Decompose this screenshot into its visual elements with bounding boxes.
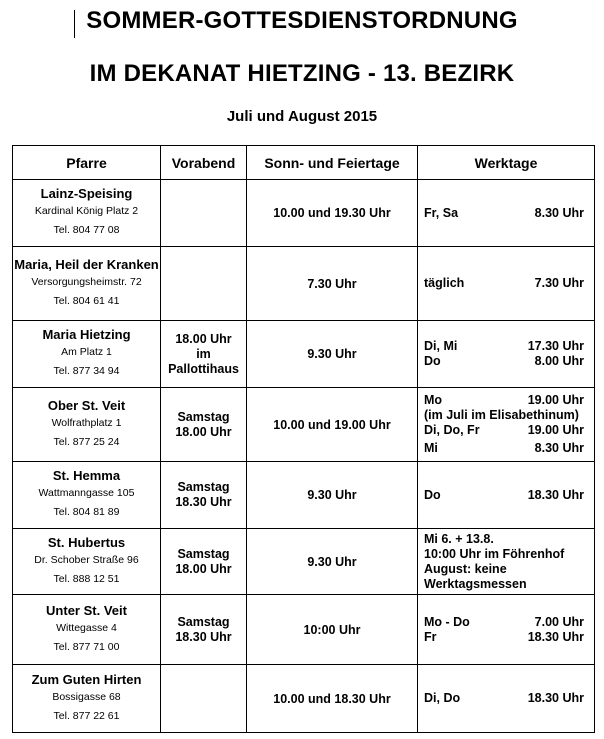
- table-row: [13, 595, 595, 665]
- cell-sonntag: 9.30 Uhr: [247, 529, 418, 595]
- werktage-day: Do: [424, 354, 441, 368]
- vorabend-line: Samstag: [177, 614, 230, 629]
- cell-vorabend: [161, 665, 247, 733]
- column-header-werktage: Werktage: [418, 146, 595, 180]
- vorabend-line: 18.00 Uhr: [175, 424, 232, 439]
- werktage-line: [424, 615, 584, 630]
- werktage-time: 19.00 Uhr: [527, 423, 584, 437]
- werktage-day: Di, Mi: [424, 339, 458, 353]
- werktage-line: [424, 276, 584, 291]
- parish-address: Wittegasse 4: [56, 621, 117, 634]
- werktage-day: Mo - Do: [424, 614, 470, 629]
- werktage-day: Di, Do: [424, 691, 461, 705]
- cell-sonntag: 7.30 Uhr: [247, 247, 418, 321]
- cell-pfarre: [13, 665, 161, 733]
- cell-pfarre: [13, 529, 161, 595]
- werktage-time: 18.30 Uhr: [527, 487, 584, 502]
- parish-name: Maria Hietzing: [42, 327, 131, 342]
- werktage-day: Fr, Sa: [424, 205, 459, 220]
- parish-phone: Tel. 804 81 89: [53, 506, 120, 518]
- cell-werktage: [418, 665, 595, 733]
- werktage-note: August: keine: [424, 561, 507, 576]
- werktage-day: Di, Do, Fr: [424, 423, 480, 437]
- cell-sonntag: 10.00 und 19.30 Uhr: [247, 180, 418, 247]
- parish-address: Versorgungsheimstr. 72: [31, 275, 142, 288]
- parish-phone: Tel. 877 25 24: [53, 435, 120, 448]
- parish-address: Wolfrathplatz 1: [51, 416, 122, 429]
- cell-pfarre: [13, 247, 161, 321]
- werktage-line: [424, 354, 584, 369]
- cell-pfarre: [13, 388, 161, 462]
- parish-phone: Tel. 804 77 08: [53, 224, 120, 236]
- werktage-time: 7.30 Uhr: [534, 276, 584, 290]
- cell-werktage: [418, 462, 595, 529]
- parish-phone: Tel. 888 12 51: [53, 572, 120, 585]
- cell-vorabend: [161, 462, 247, 529]
- werktage-time: 18.30 Uhr: [527, 629, 584, 644]
- werktage-day: Mo: [424, 393, 443, 407]
- parish-phone: Tel. 877 34 94: [53, 365, 120, 377]
- werktage-time: 7.00 Uhr: [534, 614, 584, 629]
- parish-name: St. Hubertus: [47, 534, 126, 550]
- cell-vorabend: [161, 388, 247, 462]
- cell-vorabend: [161, 529, 247, 595]
- werktage-line: [424, 488, 584, 503]
- table-header-row: [13, 146, 595, 180]
- werktage-day: täglich: [424, 276, 465, 290]
- table-row: [13, 321, 595, 388]
- vorabend-line: Samstag: [177, 480, 230, 494]
- vorabend-line: 18.00 Uhr: [175, 331, 232, 346]
- vorabend-line: 18.30 Uhr: [175, 495, 232, 509]
- column-header-vorabend: Vorabend: [161, 146, 247, 180]
- werktage-time: 8.30 Uhr: [534, 205, 584, 220]
- column-header-pfarre: Pfarre: [13, 146, 161, 180]
- parish-address: Bossigasse 68: [52, 690, 121, 703]
- table-row: [13, 665, 595, 733]
- cell-sonntag: 9.30 Uhr: [247, 462, 418, 529]
- werktage-line: [424, 441, 584, 456]
- cell-vorabend: [161, 180, 247, 247]
- cell-vorabend: [161, 247, 247, 321]
- vorabend-line: Samstag: [177, 546, 230, 561]
- werktage-note: Werktagsmessen: [424, 576, 527, 591]
- cell-pfarre: [13, 180, 161, 247]
- vorabend-line: 18.30 Uhr: [175, 629, 232, 644]
- cell-werktage: [418, 388, 595, 462]
- parish-name: Maria, Heil der Kranken: [14, 256, 159, 272]
- document-subtitle: Juli und August 2015: [226, 108, 378, 125]
- werktage-time: 19.00 Uhr: [527, 393, 584, 407]
- cell-sonntag: 10:00 Uhr: [247, 595, 418, 665]
- cell-werktage: [418, 247, 595, 321]
- werktage-note: 10:00 Uhr im Föhrenhof: [424, 546, 565, 561]
- parish-name: St. Hemma: [52, 468, 121, 483]
- werktage-line: [424, 393, 584, 408]
- column-header-sonntag: Sonn- und Feiertage: [247, 146, 418, 180]
- werktage-line: [424, 630, 584, 645]
- parish-name: Lainz-Speising: [40, 186, 133, 201]
- schedule-table-body: [13, 180, 595, 733]
- vorabend-line: 18.00 Uhr: [175, 561, 232, 576]
- werktage-line: [424, 691, 584, 706]
- cell-sonntag: 10.00 und 18.30 Uhr: [247, 665, 418, 733]
- table-row: [13, 247, 595, 321]
- table-row: [13, 529, 595, 595]
- cell-vorabend: [161, 321, 247, 388]
- cell-pfarre: [13, 462, 161, 529]
- parish-address: Am Platz 1: [61, 346, 112, 358]
- vorabend-line: Pallottihaus: [168, 361, 239, 376]
- parish-phone: Tel. 804 61 41: [53, 294, 120, 307]
- cell-pfarre: [13, 595, 161, 665]
- werktage-line: [424, 206, 584, 221]
- cell-werktage: [418, 529, 595, 595]
- vorabend-line: im: [196, 346, 211, 361]
- table-row: [13, 388, 595, 462]
- cell-pfarre: [13, 321, 161, 388]
- werktage-day: Do: [424, 487, 441, 502]
- werktage-time: 8.00 Uhr: [534, 354, 584, 368]
- parish-phone: Tel. 877 22 61: [53, 709, 120, 722]
- schedule-table: [12, 145, 595, 733]
- parish-phone: Tel. 877 71 00: [53, 640, 120, 653]
- werktage-time: 8.30 Uhr: [534, 441, 584, 455]
- vorabend-line: Samstag: [177, 409, 230, 424]
- cell-werktage: [418, 321, 595, 388]
- parish-name: Zum Guten Hirten: [31, 671, 142, 687]
- cell-werktage: [418, 595, 595, 665]
- werktage-time: 18.30 Uhr: [527, 691, 584, 705]
- cell-sonntag: 10.00 und 19.00 Uhr: [247, 388, 418, 462]
- parish-address: Wattmanngasse 105: [38, 487, 135, 499]
- parish-name: Ober St. Veit: [47, 397, 126, 413]
- cell-werktage: [418, 180, 595, 247]
- parish-name: Unter St. Veit: [46, 602, 127, 618]
- cell-vorabend: [161, 595, 247, 665]
- werktage-line: [424, 339, 584, 354]
- table-row: [13, 180, 595, 247]
- document-title-line2: IM DEKANAT HIETZING - 13. BEZIRK: [89, 60, 515, 87]
- werktage-note: Mi 6. + 13.8.: [424, 531, 494, 546]
- document-title: SOMMER-GOTTESDIENSTORDNUNG: [86, 7, 518, 34]
- werktage-note: (im Juli im Elisabethinum): [424, 408, 579, 422]
- werktage-line: [424, 423, 584, 438]
- table-row: [13, 462, 595, 529]
- werktage-time: 17.30 Uhr: [527, 339, 584, 353]
- parish-address: Dr. Schober Straße 96: [34, 553, 139, 566]
- parish-address: Kardinal König Platz 2: [34, 205, 139, 217]
- werktage-day: Fr: [424, 629, 437, 644]
- werktage-day: Mi: [424, 441, 438, 455]
- cell-sonntag: 9.30 Uhr: [247, 321, 418, 388]
